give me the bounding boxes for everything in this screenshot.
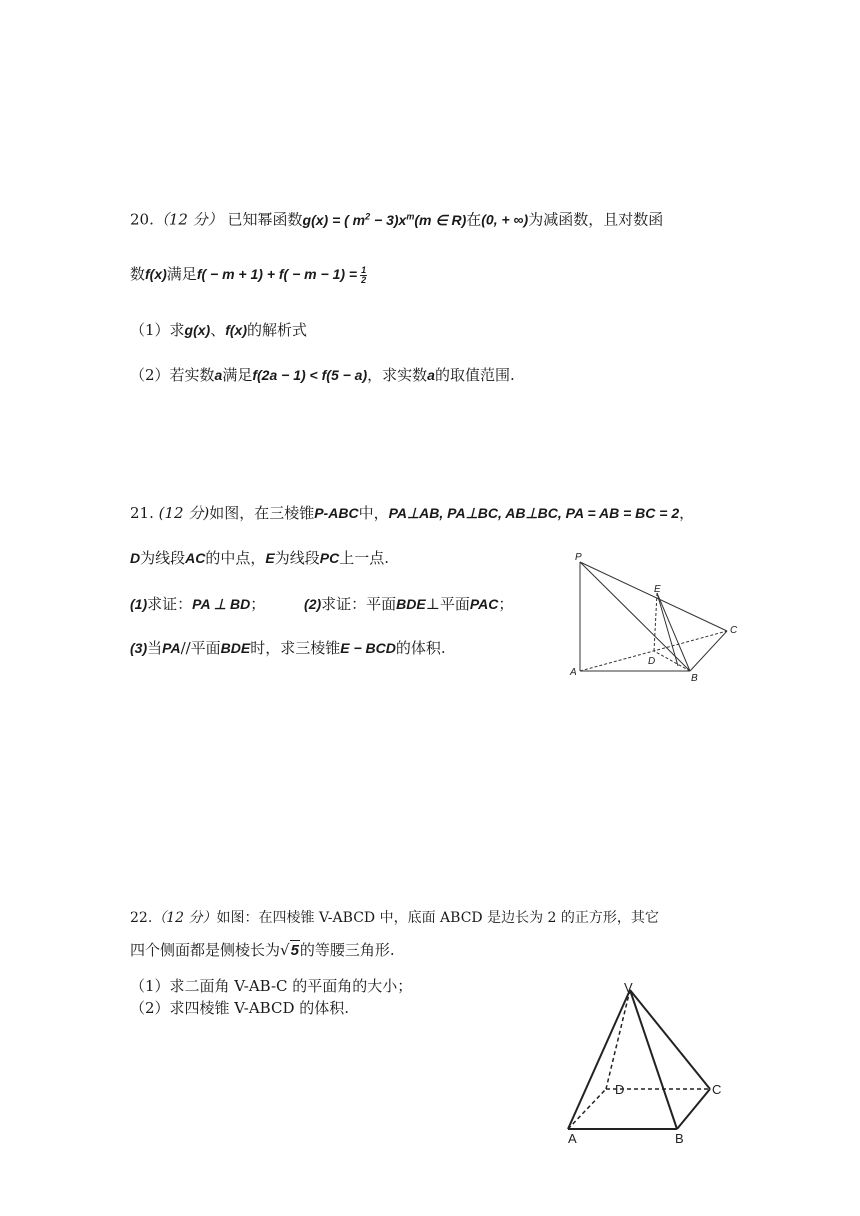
q20-part-1: （1）求g(x)、f(x)的解析式 <box>130 321 308 339</box>
q20-text: 为减函数，且对数函 <box>528 210 664 229</box>
q20-fx: f(x) <box>145 266 167 282</box>
label-C: C <box>712 1082 722 1097</box>
label-E: E <box>654 584 661 595</box>
q21-pyramid-figure <box>560 548 760 688</box>
q21-points: (12 分) <box>158 504 210 522</box>
label-B: B <box>675 1131 684 1146</box>
q20-fraction: $\frac{1}{2}$ <box>361 264 367 285</box>
q22-part-2: （2）求四棱锥 V-ABCD 的体积. <box>130 999 350 1017</box>
q20-number: 20. <box>130 210 154 229</box>
q22-pyramid-figure <box>560 978 740 1148</box>
label-V: V <box>624 980 633 995</box>
label-A: A <box>570 667 577 678</box>
q21-line-2: D为线段AC的中点，E为线段PC上一点. <box>130 549 389 567</box>
q20-text: 满足 <box>166 265 197 283</box>
q20-formula-g: g(x) = ( $m^2 - 3)x^m(m$ ∈ R) <box>302 211 467 228</box>
q22-line-2: 四个侧面都是侧棱长为√5的等腰三角形. <box>130 941 395 959</box>
q22-points: （12 分） <box>152 910 217 926</box>
q20-interval: (0, + ∞) <box>481 211 529 228</box>
label-C: C <box>730 625 738 636</box>
q20-text: 已知幂函数 <box>227 210 303 229</box>
q20-line-2 <box>130 264 367 285</box>
q20-text: 数 <box>130 265 146 283</box>
q21-conditions: PA⊥AB, PA⊥BC, AB⊥BC, PA = AB = BC = 2 <box>388 505 680 521</box>
q20-part-2: （2）若实数a满足f(2a − 1) < f(5 − a)，求实数a的取值范围. <box>130 366 515 384</box>
q20-points: （12 分） <box>153 210 223 229</box>
q20-condition: f( − m + 1) + f( − m − 1) = <box>196 266 358 282</box>
label-B: B <box>691 673 698 684</box>
q21-number: 21. <box>130 504 154 522</box>
label-A: A <box>568 1131 577 1146</box>
q20-text: 在 <box>466 210 482 229</box>
q21-subquestion-3: (3)当PA//平面BDE时，求三棱锥E − BCD的体积. <box>130 639 446 657</box>
q22-line-1: 22.（12 分）如图：在四棱锥 V-ABCD 中，底面 ABCD 是边长为 2 的正方形，其它 <box>130 910 659 926</box>
q22-number: 22. <box>130 910 153 926</box>
sqrt-5: 5 <box>290 942 299 959</box>
q21-line-1: 21. (12 分)如图，在三棱锥P-ABC中，PA⊥AB, PA⊥BC, AB⊥BC, PA = AB = BC = 2， <box>130 504 695 522</box>
q21-pyramid-name: P-ABC <box>314 505 359 521</box>
q20-line-1 <box>130 206 663 230</box>
q22-part-1: （1）求二面角 V-AB-C 的平面角的大小； <box>130 977 413 995</box>
label-D: D <box>648 656 656 667</box>
label-D: D <box>615 1082 625 1097</box>
q21-subquestions-1-2: (1)求证：PA ⊥ BD； (2)求证：平面BDE⊥平面PAC； <box>130 595 514 613</box>
label-P: P <box>575 552 582 563</box>
